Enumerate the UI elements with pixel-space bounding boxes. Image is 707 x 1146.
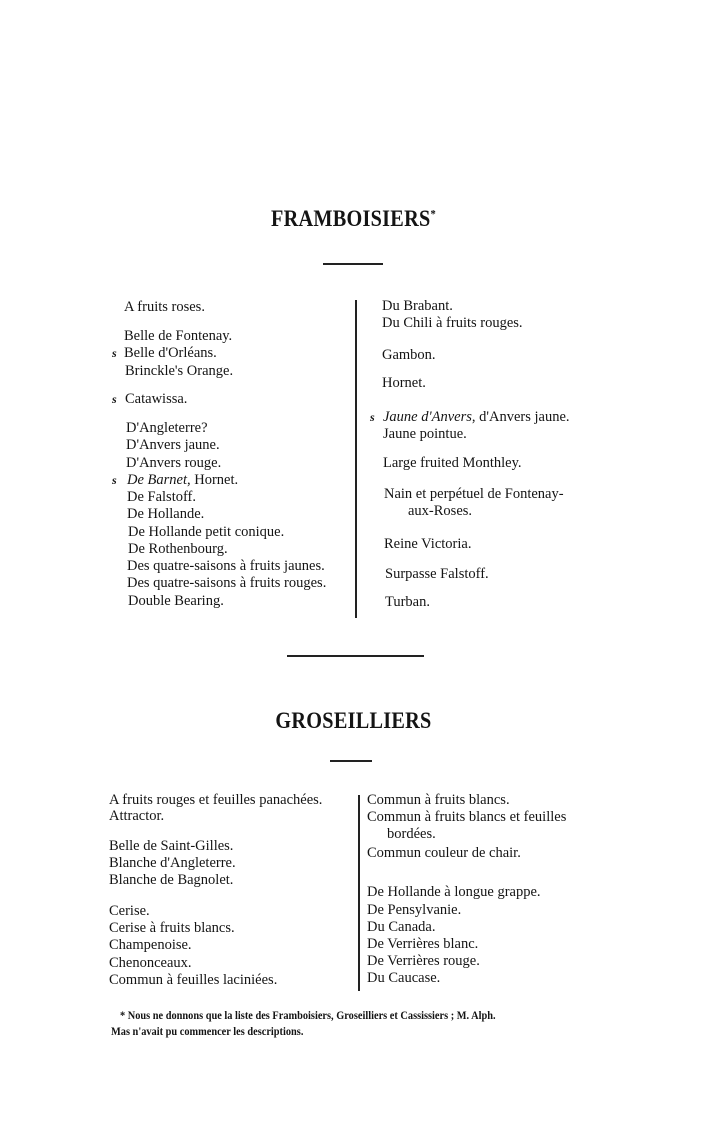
variety-name: De Falstoff. xyxy=(127,489,197,505)
variety-name: Jaune pointue. xyxy=(383,426,467,442)
list-item xyxy=(124,328,232,344)
variety-name: Des quatre-saisons à fruits jaunes. xyxy=(127,558,325,574)
list-item xyxy=(109,955,192,971)
s-mark: s xyxy=(370,410,375,424)
list-item xyxy=(126,455,221,471)
variety-name: De Pensylvanie. xyxy=(367,902,462,918)
list-item xyxy=(385,594,430,610)
list-item xyxy=(128,541,228,557)
list-item xyxy=(367,936,478,952)
s-mark: s xyxy=(112,473,117,487)
list-item xyxy=(387,826,436,842)
list-item xyxy=(126,420,208,436)
footnote-line-2: Mas n'avait pu commencer les descriptions. xyxy=(111,1026,304,1038)
variety-name: Du Chili à fruits rouges. xyxy=(382,315,523,331)
list-item xyxy=(367,970,440,986)
variety-name: De Hollande petit conique. xyxy=(128,524,285,540)
column-divider xyxy=(355,300,357,618)
list-item xyxy=(367,809,566,825)
variety-name: Blanche d'Angleterre. xyxy=(109,855,236,871)
variety-name: Du Canada. xyxy=(367,919,436,935)
list-item xyxy=(127,489,196,505)
variety-name: Large fruited Monthley. xyxy=(383,455,522,471)
list-item xyxy=(384,486,564,502)
variety-name: Cerise à fruits blancs. xyxy=(109,920,235,936)
list-item xyxy=(109,937,192,953)
list-item xyxy=(124,299,205,315)
s-mark: s xyxy=(112,392,117,406)
variety-name: Belle de Fontenay. xyxy=(124,328,233,344)
variety-name: D'Angleterre? xyxy=(126,420,208,436)
list-item xyxy=(383,455,522,471)
list-item xyxy=(408,503,472,519)
variety-name: De Rothenbourg. xyxy=(128,541,228,557)
variety-name: , Hornet. xyxy=(187,472,239,488)
variety-name: Du Caucase. xyxy=(367,970,441,986)
variety-name: De Hollande à longue grappe. xyxy=(367,884,541,900)
variety-name: Catawissa. xyxy=(125,391,188,407)
variety-name: Double Bearing. xyxy=(128,593,224,609)
variety-name: D'Anvers rouge. xyxy=(126,455,222,471)
variety-name: bordées. xyxy=(387,826,436,842)
list-item xyxy=(109,792,322,808)
list-item xyxy=(125,391,187,407)
variety-name: Turban. xyxy=(385,594,430,610)
variety-name: Chenonceaux. xyxy=(109,955,192,971)
variety-name: A fruits roses. xyxy=(124,299,205,315)
list-item xyxy=(124,345,217,361)
title-text: FRAMBOISIERS xyxy=(270,206,431,231)
variety-name: Commun à feuilles laciniées. xyxy=(109,972,278,988)
section-separator xyxy=(287,655,424,657)
list-item xyxy=(127,575,326,591)
list-item xyxy=(385,566,489,582)
list-item xyxy=(127,558,325,574)
list-item xyxy=(127,472,238,488)
variety-name: Reine Victoria. xyxy=(384,536,472,552)
title-rule xyxy=(323,263,383,265)
variety-name: Commun à fruits blancs et feuilles xyxy=(367,809,567,825)
list-item xyxy=(126,437,220,453)
list-item xyxy=(128,593,224,609)
variety-name: De Verrières blanc. xyxy=(367,936,479,952)
variety-name: Du Brabant. xyxy=(382,298,453,314)
list-item xyxy=(382,347,436,363)
list-item xyxy=(109,855,236,871)
variety-name: De Verrières rouge. xyxy=(367,953,480,969)
column-divider xyxy=(358,795,360,991)
footnote-marker: * xyxy=(430,206,437,221)
title-text: GROSEILLIERS xyxy=(275,708,432,733)
variety-name: Belle de Saint-Gilles. xyxy=(109,838,234,854)
section-title-framboisiers xyxy=(42,206,664,232)
variety-name: Hornet. xyxy=(382,375,426,391)
list-item xyxy=(367,845,521,861)
list-item xyxy=(367,902,461,918)
variety-name: Nain et perpétuel de Fontenay- xyxy=(384,486,564,502)
variety-name: Des quatre-saisons à fruits rouges. xyxy=(127,575,327,591)
list-item xyxy=(382,298,453,314)
list-item xyxy=(367,953,480,969)
list-item xyxy=(109,972,277,988)
variety-name-italic: De Barnet xyxy=(127,472,187,488)
list-item xyxy=(109,838,233,854)
variety-name: D'Anvers jaune. xyxy=(126,437,220,453)
list-item xyxy=(128,524,284,540)
variety-name: Cerise. xyxy=(109,903,150,919)
list-item xyxy=(109,920,235,936)
list-item xyxy=(382,315,523,331)
list-item xyxy=(383,409,570,425)
variety-name: Champenoise. xyxy=(109,937,192,953)
footnote-line-1: * Nous ne donnons que la liste des Framboisiers, Groseilliers et Cassissiers ; M. Alph. xyxy=(120,1010,496,1022)
list-item xyxy=(367,919,435,935)
list-item xyxy=(125,363,233,379)
list-item xyxy=(383,426,467,442)
variety-name: aux-Roses. xyxy=(408,503,473,519)
list-item xyxy=(367,792,510,808)
title-rule xyxy=(330,760,372,762)
list-item xyxy=(367,884,541,900)
list-item xyxy=(109,903,150,919)
s-mark: s xyxy=(112,346,117,360)
variety-name: Brinckle's Orange. xyxy=(125,363,234,379)
variety-name-italic: Jaune d'Anvers xyxy=(383,409,472,425)
variety-name: Surpasse Falstoff. xyxy=(385,566,489,582)
variety-name: Attractor. xyxy=(109,808,165,824)
list-item xyxy=(109,872,233,888)
variety-name: Gambon. xyxy=(382,347,436,363)
variety-name: De Hollande. xyxy=(127,506,205,522)
variety-name: Commun à fruits blancs. xyxy=(367,792,510,808)
variety-name: Blanche de Bagnolet. xyxy=(109,872,234,888)
list-item xyxy=(127,506,204,522)
list-item xyxy=(384,536,471,552)
variety-name: Commun couleur de chair. xyxy=(367,845,521,861)
section-title-groseilliers xyxy=(42,708,664,734)
list-item xyxy=(109,808,164,824)
variety-name: Belle d'Orléans. xyxy=(124,345,217,361)
variety-name: , d'Anvers jaune. xyxy=(471,409,570,425)
list-item xyxy=(382,375,426,391)
variety-name: A fruits rouges et feuilles panachées. xyxy=(109,792,323,808)
